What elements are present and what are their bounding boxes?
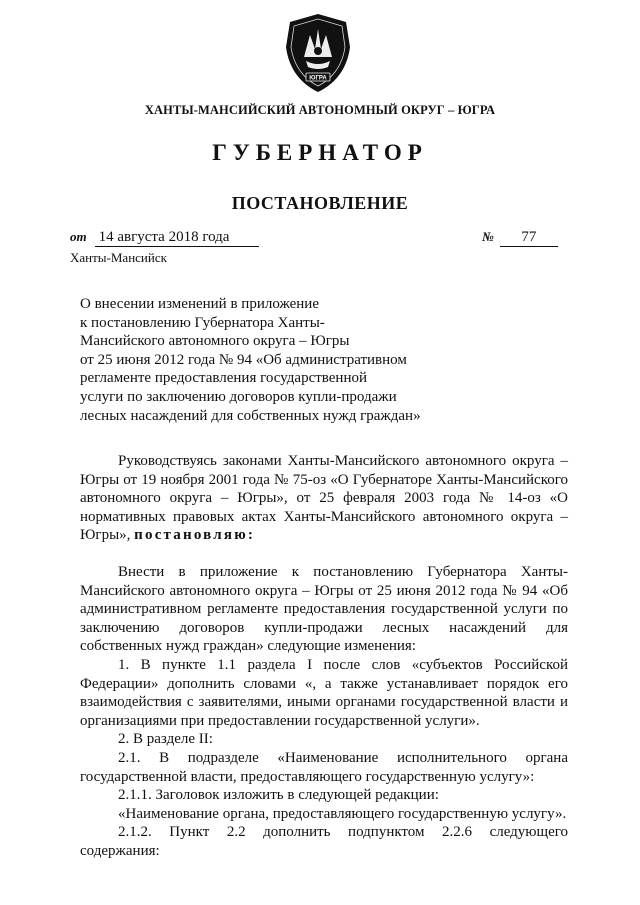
item-2-1-2: 2.1.2. Пункт 2.2 дополнить подпунктом 2.2.6 следующего содержания: xyxy=(80,824,568,859)
item-1: 1. В пункте 1.1 раздела I после слов «субъектов Российской Федерации» дополнить словами «, а также устанавливает порядок его взаимодействия с заявителями, иными органами государственной власти и организациями при предоставлении государственной услуги». xyxy=(80,656,568,729)
decree-date: 14 августа 2018 года xyxy=(95,229,259,247)
subject-line: О внесении изменений в приложение xyxy=(80,296,319,312)
authority-title: ГУБЕРНАТОР xyxy=(212,140,428,165)
svg-text:ЮГРА: ЮГРА xyxy=(309,75,327,82)
resolve-word: постановляю: xyxy=(134,527,256,544)
subject-line: регламенте предоставления государственной xyxy=(80,370,368,387)
date-prefix: от xyxy=(70,229,87,244)
item-2: 2. В разделе II: xyxy=(118,731,213,748)
number-prefix: № xyxy=(482,229,494,244)
preamble-paragraph xyxy=(80,452,568,545)
decree-subject xyxy=(80,295,440,425)
item-2-1-1-text: «Наименование органа, предоставляющего государственную услугу». xyxy=(118,805,567,822)
number-row xyxy=(482,229,558,247)
date-row xyxy=(70,229,259,247)
decree-number: 77 xyxy=(500,229,558,247)
coat-of-arms-emblem xyxy=(284,13,352,93)
subject-line: к постановлению Губернатора Ханты- xyxy=(80,314,325,331)
intro-paragraph: Внести в приложение к постановлению Губернатора Ханты-Мансийского автономного округа – Югры от 25 июня 2012 года № 94 «Об административном регламенте предоставления государственной услуги по заключению договоров купли-продажи лесных насаждений для собственных нужд граждан» следующие изменения: xyxy=(80,563,568,655)
item-2-1-1: 2.1.1. Заголовок изложить в следующей редакции: xyxy=(118,787,439,804)
subject-line: Мансийского автономного округа – Югры xyxy=(80,333,350,350)
subject-line: лесных насаждений для собственных нужд граждан» xyxy=(80,407,421,424)
subject-line: от 25 июня 2012 года № 94 «Об административном xyxy=(80,351,407,368)
region-title: ХАНТЫ-МАНСИЙСКИЙ АВТОНОМНЫЙ ОКРУГ – ЮГРА xyxy=(144,103,496,117)
preamble-text: Руководствуясь законами Ханты-Мансийского автономного округа – Югры от 19 ноября 2001 года № 75-оз «О Губернаторе Ханты-Мансийского автономного округа – Югры», от 25 февраля 2003 года № 14-оз «О нормативных правовых актах Ханты-Мансийского автономного округа – Югры», xyxy=(80,453,568,544)
document-type: ПОСТАНОВЛЕНИЕ xyxy=(231,193,409,213)
decree-body xyxy=(80,452,568,860)
subject-line: услуги по заключению договоров купли-продажи xyxy=(80,388,397,405)
city-name: Ханты-Мансийск xyxy=(70,250,167,265)
item-2-1: 2.1. В подразделе «Наименование исполнительного органа государственной власти, предоставляющего государственную услугу»: xyxy=(80,749,568,785)
